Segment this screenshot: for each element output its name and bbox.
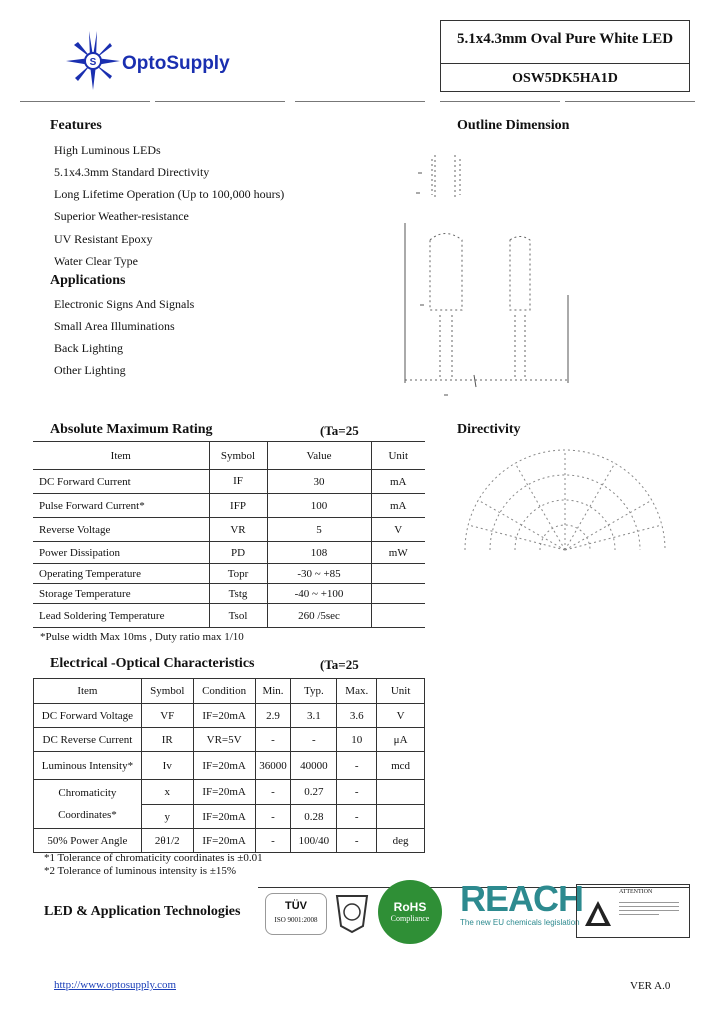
tuv-label: TÜV: [285, 900, 307, 912]
application-item: Electronic Signs And Signals: [54, 297, 195, 311]
cell: -40 ~ +100: [267, 584, 371, 604]
cell: mA: [371, 470, 425, 494]
feature-item: Water Clear Type: [54, 254, 138, 268]
rohs-badge: [378, 880, 442, 944]
cell: DC Forward Current: [33, 470, 209, 494]
table-row: [33, 518, 425, 542]
eo-note-1: *1 Tolerance of chromaticity coordinates is ±0.01: [44, 852, 263, 864]
cell: Tstg: [209, 584, 267, 604]
cell: IR: [141, 728, 193, 752]
cell: 2.9: [255, 704, 291, 728]
attention-label: ATTENTION: [619, 889, 653, 895]
col-header: Symbol: [209, 442, 267, 470]
cell: IF=20mA: [193, 829, 255, 853]
feature-item: UV Resistant Epoxy: [54, 232, 153, 246]
feature-item: Long Lifetime Operation (Up to 100,000 hours): [54, 187, 285, 201]
cell: 5: [267, 518, 371, 542]
features-heading: Features: [50, 118, 102, 133]
product-title: 5.1x4.3mm Oval Pure White LED: [456, 31, 674, 47]
cell: -: [255, 829, 291, 853]
col-header: Unit: [371, 442, 425, 470]
feature-item: High Luminous LEDs: [54, 143, 161, 157]
table-row: [33, 564, 425, 584]
cell: 3.6: [337, 704, 377, 728]
part-number: OSW5DK5HA1D: [512, 71, 618, 86]
cell: 50% Power Angle: [34, 829, 142, 853]
col-header: Typ.: [291, 679, 337, 704]
cell: mA: [371, 494, 425, 518]
cell: Lead Soldering Temperature: [33, 604, 209, 628]
cell: [377, 805, 425, 829]
table-row: [33, 494, 425, 518]
cell: -: [337, 829, 377, 853]
col-header: Min.: [255, 679, 291, 704]
col-header: Condition: [193, 679, 255, 704]
cell: [371, 584, 425, 604]
brand-logo: [58, 28, 278, 98]
cell: 3.1: [291, 704, 337, 728]
cell: -: [337, 752, 377, 780]
eo-heading: Electrical -Optical Characteristics: [50, 656, 255, 671]
cell: Power Dissipation: [33, 542, 209, 564]
cell: VR: [209, 518, 267, 542]
abs-max-heading: Absolute Maximum Rating: [50, 422, 213, 437]
cell: [371, 604, 425, 628]
cell: Iv: [141, 752, 193, 780]
feature-item: Superior Weather-resistance: [54, 209, 189, 223]
star-burst-icon: [58, 28, 128, 98]
table-row: [34, 728, 425, 752]
svg-text:S: S: [89, 57, 97, 68]
col-header: Value: [267, 442, 371, 470]
directivity-chart: [460, 445, 670, 555]
cell: Reverse Voltage: [33, 518, 209, 542]
cell: IF=20mA: [193, 780, 255, 805]
cell: DC Reverse Current: [34, 728, 142, 752]
eo-condition: (Ta=25: [320, 657, 359, 672]
footer-title: LED & Application Technologies: [44, 904, 241, 919]
cell: IF: [209, 470, 267, 494]
eo-table: [33, 678, 425, 853]
table-row: [33, 470, 425, 494]
cell: mW: [371, 542, 425, 564]
iso-label: ISO 9001:2008: [274, 916, 318, 924]
cell: -: [291, 728, 337, 752]
cell: 40000: [291, 752, 337, 780]
version-label: VER A.0: [630, 980, 671, 992]
cell: 2θ1/2: [141, 829, 193, 853]
application-item: Small Area Illuminations: [54, 319, 175, 333]
cell: PD: [209, 542, 267, 564]
col-header: Unit: [377, 679, 425, 704]
outline-drawing: [400, 145, 580, 405]
cell: VF: [141, 704, 193, 728]
cell: Tsol: [209, 604, 267, 628]
cell: 108: [267, 542, 371, 564]
title-box: [440, 20, 690, 92]
cell: 10: [337, 728, 377, 752]
cell: DC Forward Voltage: [34, 704, 142, 728]
cell: V: [377, 704, 425, 728]
reach-logo: [460, 878, 584, 927]
cell: Chromaticity Coordinates*: [34, 780, 142, 829]
reach-label: REACH: [460, 878, 584, 919]
abs-max-condition: (Ta=25: [320, 423, 359, 438]
brand-name: OptoSupply: [122, 53, 230, 74]
cell: mcd: [377, 752, 425, 780]
cell: VR=5V: [193, 728, 255, 752]
cell: Luminous Intensity*: [34, 752, 142, 780]
table-row: [34, 780, 425, 805]
cell: 100: [267, 494, 371, 518]
abs-max-note: *Pulse width Max 10ms , Duty ratio max 1/10: [40, 631, 244, 643]
esd-attention-box: [576, 884, 690, 938]
table-row: [33, 604, 425, 628]
cell: IF=20mA: [193, 752, 255, 780]
cell: 100/40: [291, 829, 337, 853]
esd-warning-icon: [583, 899, 613, 929]
cell: IF=20mA: [193, 805, 255, 829]
cell: 0.28: [291, 805, 337, 829]
cell: 30: [267, 470, 371, 494]
table-row: [34, 704, 425, 728]
rohs-label: RoHS: [393, 900, 427, 914]
cell: IFP: [209, 494, 267, 518]
cell: 260 /5sec: [267, 604, 371, 628]
table-row: [34, 829, 425, 853]
col-header: Item: [33, 442, 209, 470]
cell: -: [255, 805, 291, 829]
cell: [371, 564, 425, 584]
cell: IF=20mA: [193, 704, 255, 728]
tuv-badge: [265, 893, 327, 935]
cell: x: [141, 780, 193, 805]
cell: deg: [377, 829, 425, 853]
cell: 36000: [255, 752, 291, 780]
col-header: Symbol: [141, 679, 193, 704]
feature-item: 5.1x4.3mm Standard Directivity: [54, 165, 210, 179]
directivity-heading: Directivity: [457, 422, 521, 437]
table-row: [34, 752, 425, 780]
cell: 0.27: [291, 780, 337, 805]
outline-heading: Outline Dimension: [457, 118, 570, 133]
table-row: [33, 584, 425, 604]
abs-max-table: [33, 441, 425, 628]
cert-seal-icon: [333, 892, 371, 934]
cell: V: [371, 518, 425, 542]
cell: Storage Temperature: [33, 584, 209, 604]
cell: -: [255, 780, 291, 805]
website-link[interactable]: http://www.optosupply.com: [54, 979, 177, 991]
cell: -: [337, 780, 377, 805]
reach-sub-label: The new EU chemicals legislation: [460, 918, 580, 927]
cell: [377, 780, 425, 805]
cell: μA: [377, 728, 425, 752]
col-header: Item: [34, 679, 142, 704]
cell: y: [141, 805, 193, 829]
application-item: Other Lighting: [54, 363, 126, 377]
rohs-sub-label: Compliance: [390, 914, 430, 923]
table-row: [33, 542, 425, 564]
application-item: Back Lighting: [54, 341, 123, 355]
eo-note-2: *2 Tolerance of luminous intensity is ±15%: [44, 865, 237, 877]
cell: Topr: [209, 564, 267, 584]
cell: -: [337, 805, 377, 829]
cell: -: [255, 728, 291, 752]
cell: -30 ~ +85: [267, 564, 371, 584]
applications-heading: Applications: [50, 273, 126, 288]
col-header: Max.: [337, 679, 377, 704]
cell: Operating Temperature: [33, 564, 209, 584]
cell: Pulse Forward Current*: [33, 494, 209, 518]
